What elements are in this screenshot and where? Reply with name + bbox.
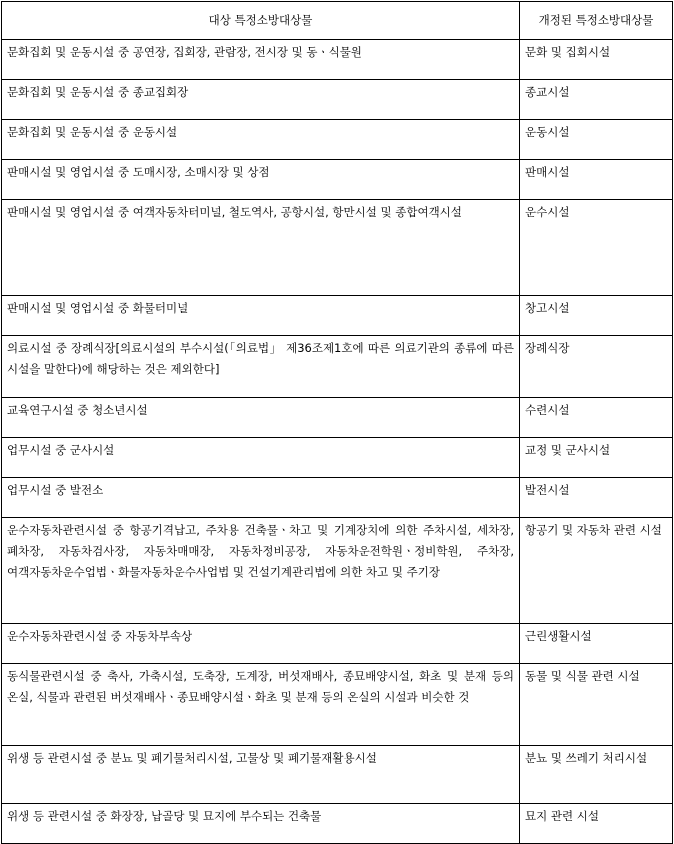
table-row — [2, 664, 673, 746]
target-facility-cell: 판매시설 및 영업시설 중 여객자동차터미널, 철도역사, 공항시설, 항만시설 및 종합여객시설 — [2, 200, 520, 296]
revised-facility-cell: 장례식장 — [520, 336, 673, 398]
table-row — [2, 120, 673, 160]
target-facility-cell: 문화집회 및 운동시설 중 종교집회장 — [2, 80, 520, 120]
table-header-row — [2, 2, 673, 40]
header-target-facility: 대상 특정소방대상물 — [2, 2, 520, 40]
table-row — [2, 160, 673, 200]
target-facility-cell: 업무시설 중 군사시설 — [2, 438, 520, 478]
target-facility-cell: 위생 등 관련시설 중 분뇨 및 폐기물처리시설, 고물상 및 폐기물재활용시설 — [2, 746, 520, 804]
revised-facility-cell: 종교시설 — [520, 80, 673, 120]
target-facility-cell: 동식물관련시설 중 축사, 가축시설, 도축장, 도계장, 버섯재배사, 종묘배양시설, 화초 및 분재 등의 온실, 식물과 관련된 버섯재배사ㆍ종묘배양시설ㆍ화초 및 분재 등의 온실의 시설과 비슷한 것 — [2, 664, 520, 746]
revised-facility-cell: 교정 및 군사시설 — [520, 438, 673, 478]
target-facility-cell: 문화집회 및 운동시설 중 운동시설 — [2, 120, 520, 160]
revised-facility-cell: 문화 및 집회시설 — [520, 40, 673, 80]
target-facility-cell: 운수자동차관련시설 중 항공기격납고, 주차용 건축물ㆍ차고 및 기계장치에 의한 주차시설, 세차장, 폐차장, 자동차검사장, 자동차매매장, 자동차정비공장, 자동차운전학원ㆍ정비학원, 주차장, 여객자동차운수업법ㆍ화물자동차운수사업법 및 건설기계관리법에 의한 차고 및 주기장 — [2, 518, 520, 624]
revised-facility-cell: 창고시설 — [520, 296, 673, 336]
target-facility-cell: 교육연구시설 중 청소년시설 — [2, 398, 520, 438]
revised-facility-cell: 운동시설 — [520, 120, 673, 160]
revised-facility-cell: 판매시설 — [520, 160, 673, 200]
table-row — [2, 804, 673, 844]
revised-facility-cell: 수련시설 — [520, 398, 673, 438]
table-row — [2, 80, 673, 120]
table-row — [2, 336, 673, 398]
target-facility-cell: 위생 등 관련시설 중 화장장, 납골당 및 묘지에 부수되는 건축물 — [2, 804, 520, 844]
table-row — [2, 296, 673, 336]
revised-facility-cell: 동물 및 식물 관련 시설 — [520, 664, 673, 746]
table-row — [2, 438, 673, 478]
target-facility-cell: 운수자동차관련시설 중 자동차부속상 — [2, 624, 520, 664]
table-row — [2, 478, 673, 518]
revised-facility-cell: 항공기 및 자동차 관련 시설 — [520, 518, 673, 624]
target-facility-cell: 업무시설 중 발전소 — [2, 478, 520, 518]
target-facility-cell: 문화집회 및 운동시설 중 공연장, 집회장, 관람장, 전시장 및 동ㆍ식물원 — [2, 40, 520, 80]
table-row — [2, 200, 673, 296]
target-facility-cell: 판매시설 및 영업시설 중 도매시장, 소매시장 및 상점 — [2, 160, 520, 200]
revised-facility-cell: 운수시설 — [520, 200, 673, 296]
revised-facility-cell: 분뇨 및 쓰레기 처리시설 — [520, 746, 673, 804]
table-row — [2, 746, 673, 804]
target-facility-cell: 의료시설 중 장례식장[의료시설의 부수시설(「의료법」 제36조제1호에 따른 의료기관의 종류에 따른 시설을 말한다)에 해당하는 것은 제외한다] — [2, 336, 520, 398]
table-row — [2, 398, 673, 438]
revised-facility-cell: 근린생활시설 — [520, 624, 673, 664]
revised-facility-cell: 묘지 관련 시설 — [520, 804, 673, 844]
facility-mapping-table — [1, 1, 673, 844]
table-row — [2, 624, 673, 664]
revised-facility-cell: 발전시설 — [520, 478, 673, 518]
target-facility-cell: 판매시설 및 영업시설 중 화물터미널 — [2, 296, 520, 336]
header-revised-facility: 개정된 특정소방대상물 — [520, 2, 673, 40]
table-row — [2, 40, 673, 80]
table-row — [2, 518, 673, 624]
